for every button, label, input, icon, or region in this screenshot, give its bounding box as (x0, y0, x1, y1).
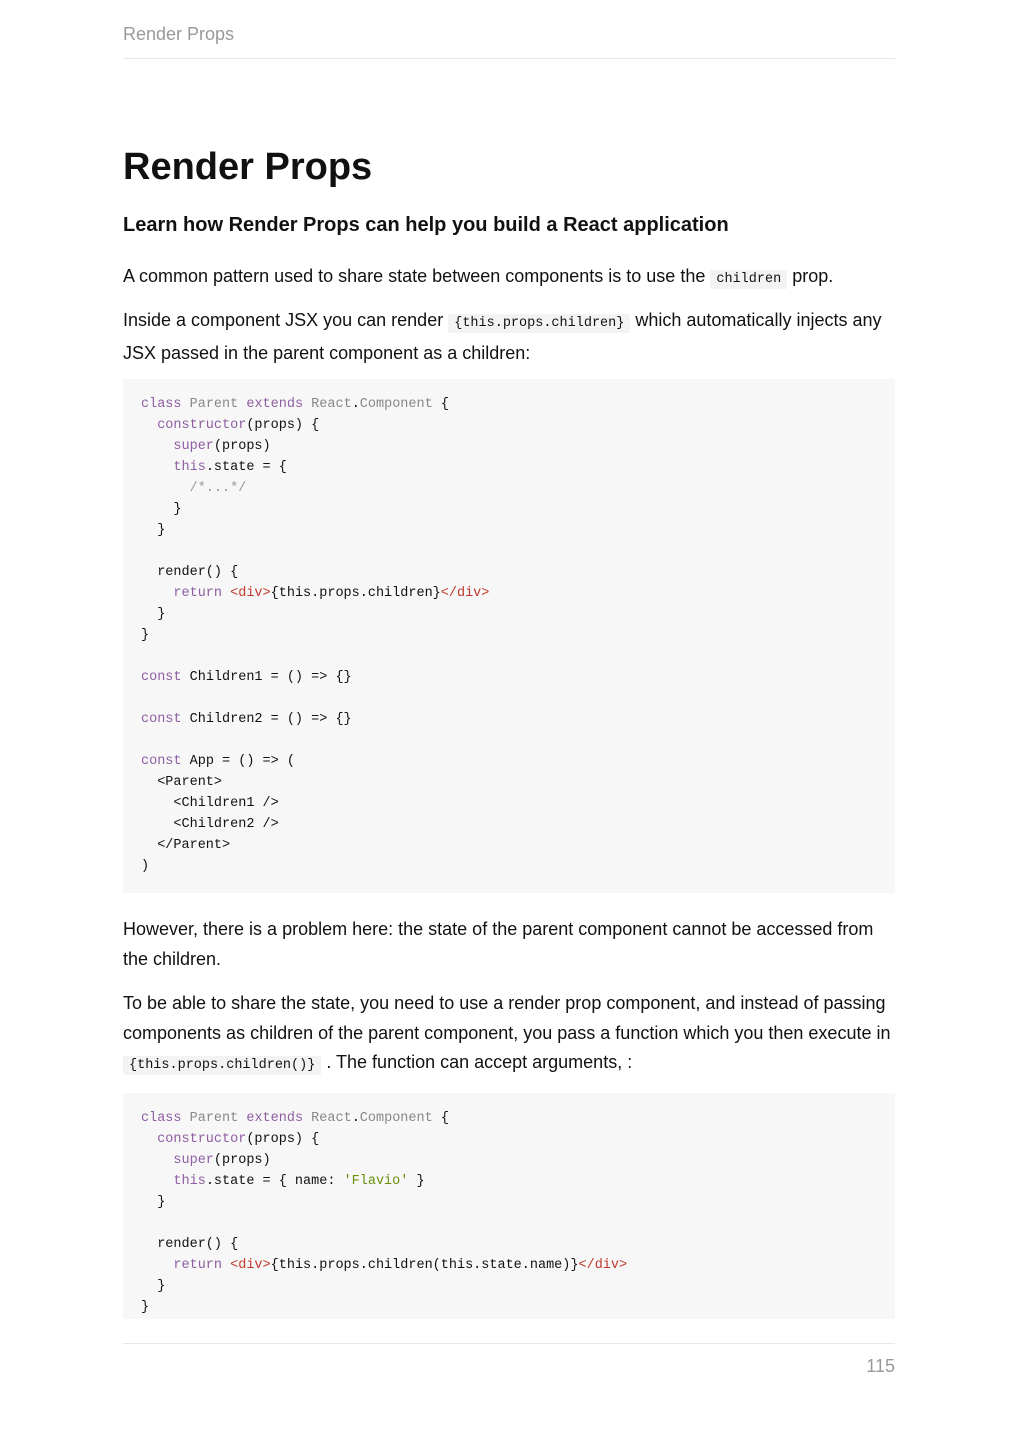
paragraph-text: Inside a component JSX you can render (123, 310, 444, 330)
running-header: Render Props (123, 24, 235, 44)
code-listing: class Parent extends React.Component { constructor(props) { super(props) this.state = { /*...*/ } } render() { return <div>{this.props.children}</div> } } const Children1 = () => {} const Children2 = () => {} const App = () => ( <Parent> <Children1 /> <Children2 /> </Parent> ) (141, 397, 490, 874)
paragraph-text: prop. (792, 266, 834, 286)
code-listing: class Parent extends React.Component { constructor(props) { super(props) this.state = { name: 'Flavio' } } render() { return <div>{this.props.children(this.state.name)}</div> } } (141, 1111, 628, 1315)
paragraph-problem: However, there is a problem here: the state of the parent component cannot be accessed from the children. (123, 919, 874, 969)
page-number: 115 (866, 1356, 895, 1376)
document-page (123, 0, 895, 1440)
paragraph-text: A common pattern used to share state between components is to use the (123, 266, 706, 286)
code-block-children-example (123, 379, 895, 893)
paragraph-children (123, 306, 895, 368)
inline-code: {this.props.children()} (123, 1056, 321, 1075)
paragraph-render-prop (123, 989, 895, 1081)
code-block-render-prop-example (123, 1093, 895, 1319)
paragraph-intro (123, 262, 895, 295)
paragraph-text: To be able to share the state, you need to use a render prop component, and instead of passing components as children of the parent component, you pass a function which you then execute in (123, 993, 891, 1043)
inline-code: children (710, 270, 787, 289)
page-subtitle: Learn how Render Props can help you build a React application (123, 214, 729, 236)
header-divider (123, 58, 895, 59)
paragraph-text: which automatically injects any JSX passed in the parent component as a children: (123, 310, 882, 363)
footer-divider (123, 1343, 895, 1344)
paragraph-text: . The function can accept arguments, : (326, 1052, 633, 1072)
page-title: Render Props (123, 146, 373, 188)
inline-code: {this.props.children} (448, 314, 630, 333)
